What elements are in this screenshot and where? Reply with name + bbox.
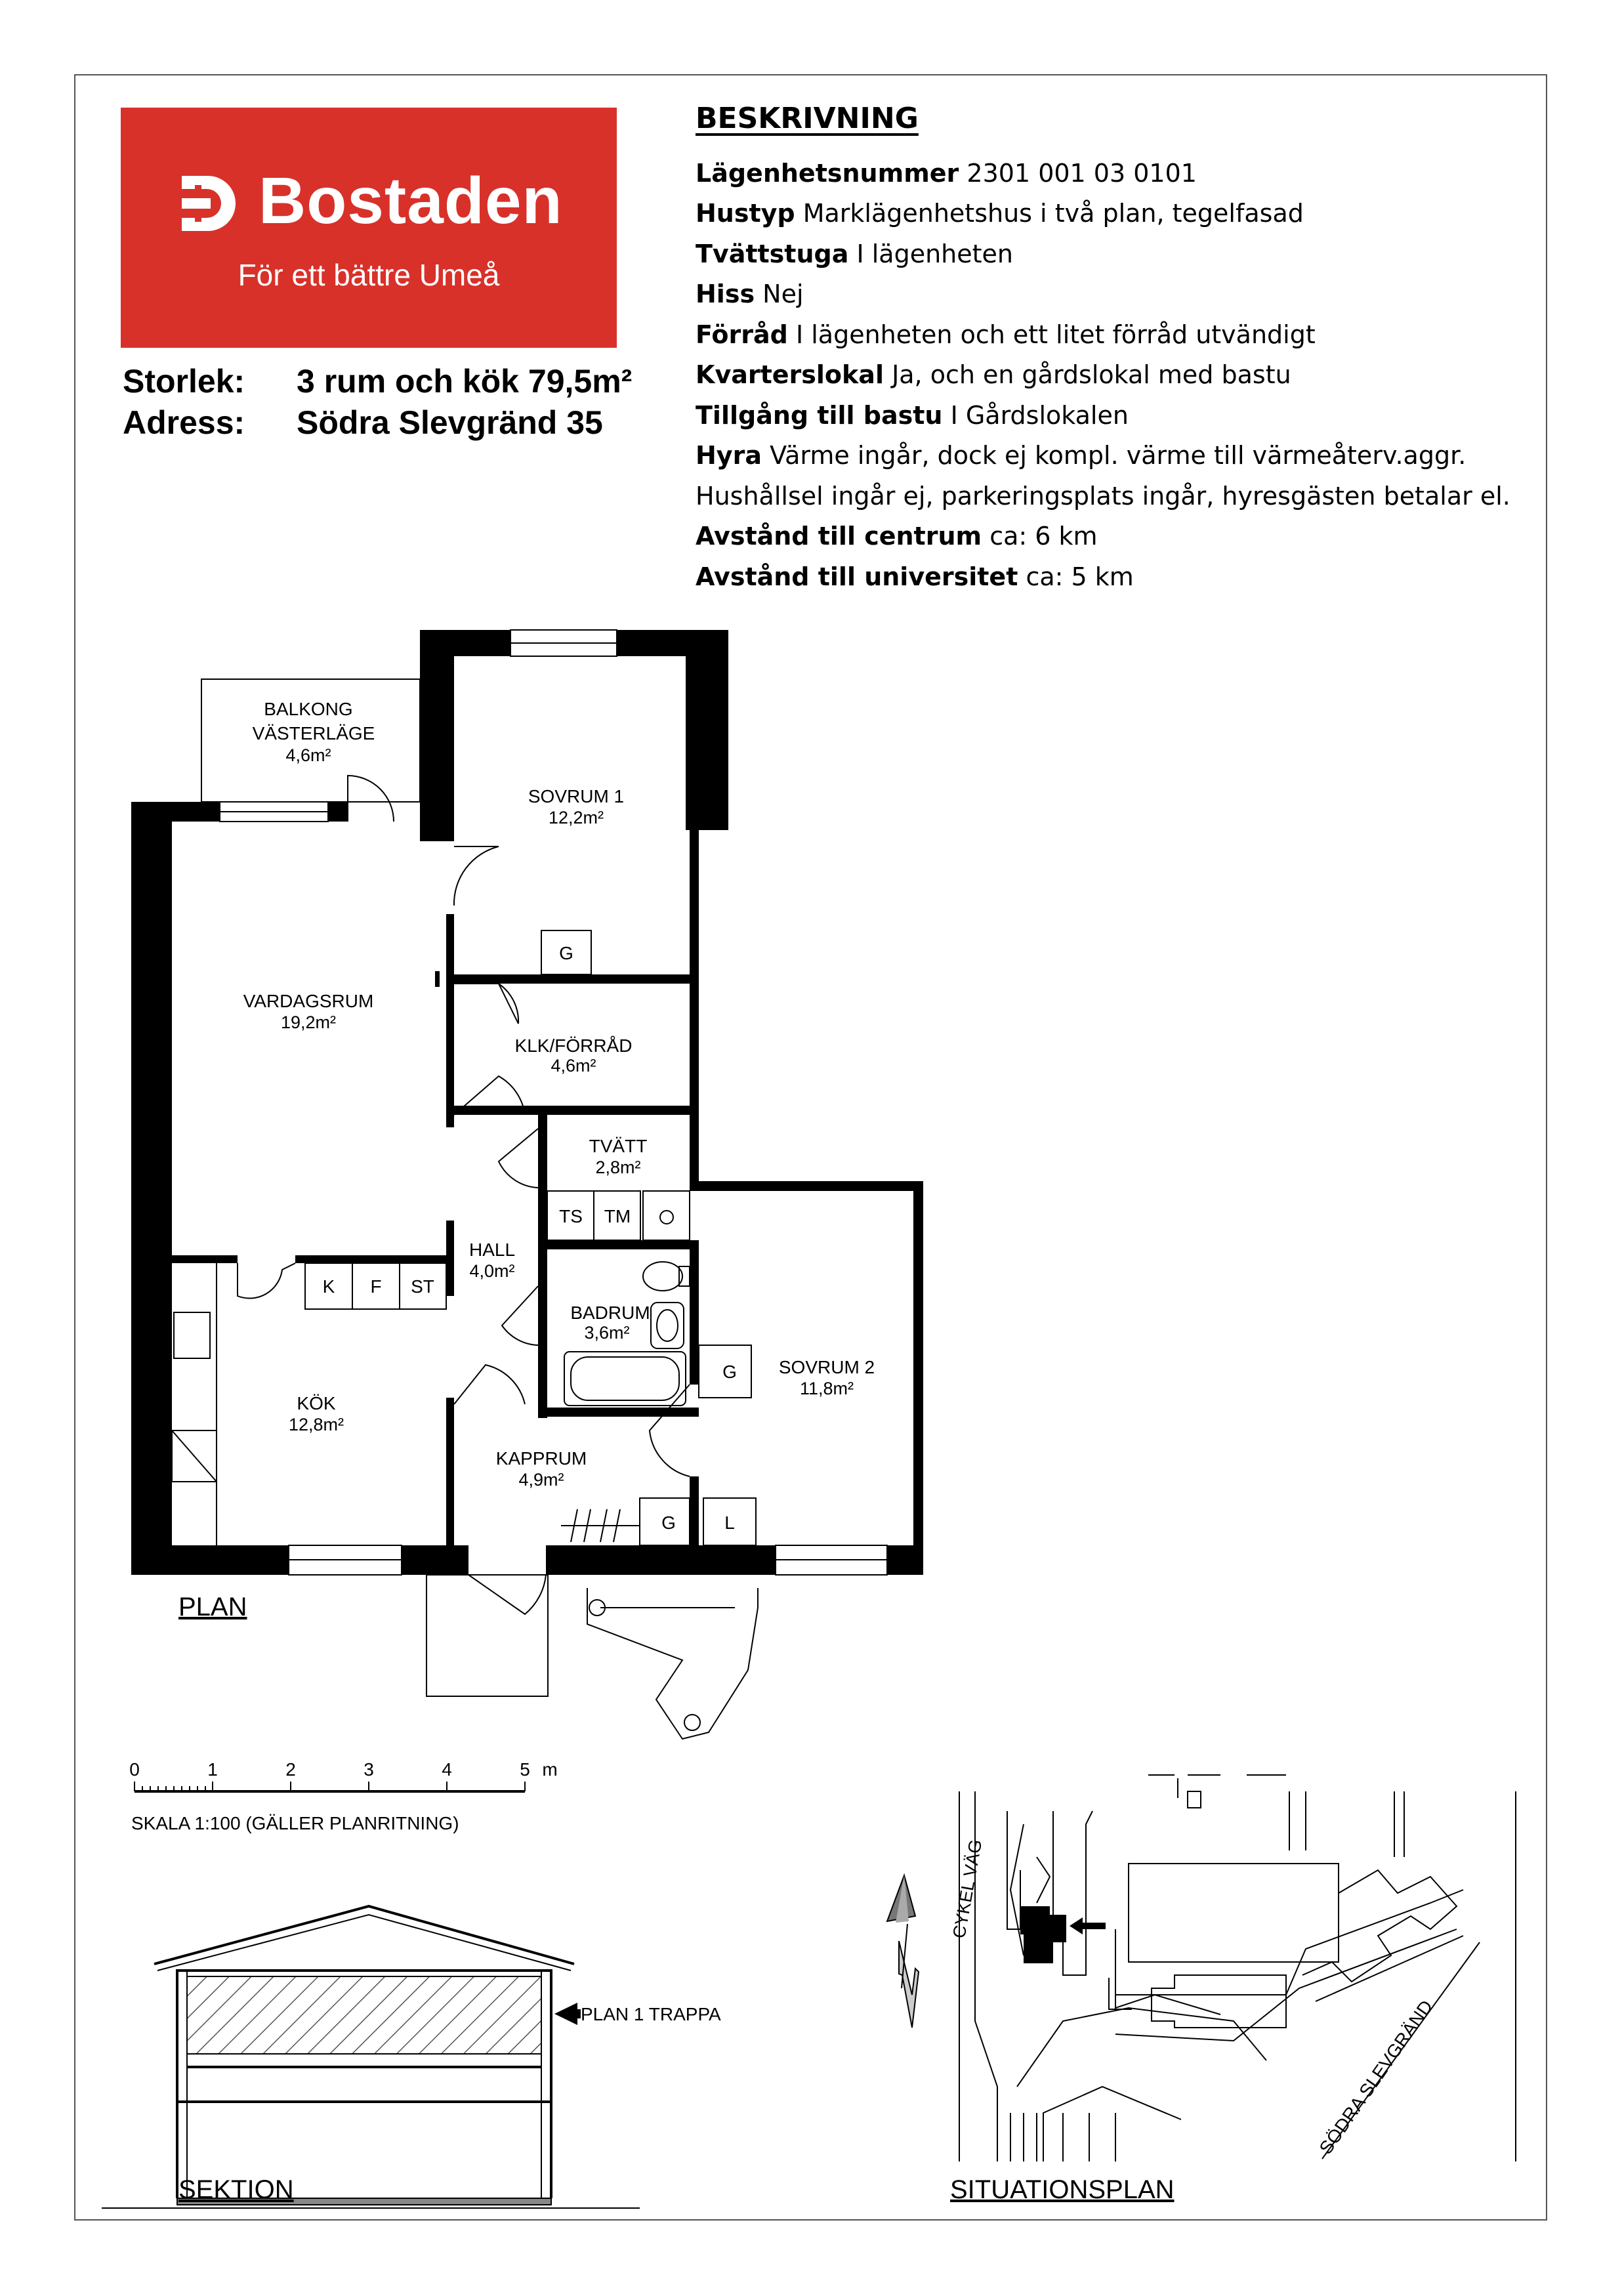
desc-value: Nej (762, 280, 804, 308)
sovrum2-area: 11,8m² (799, 1379, 854, 1398)
sovrum1-name: SOVRUM 1 (528, 786, 625, 806)
section-marker: PLAN 1 TRAPPA (581, 2004, 721, 2024)
vardagsrum-name: VARDAGSRUM (243, 991, 374, 1011)
plan-caption: PLAN (178, 1593, 247, 1621)
balkong-name: BALKONG (264, 699, 353, 719)
desc-label: Hyra (696, 441, 762, 470)
ts-label: TS (559, 1206, 583, 1226)
desc-value: I lägenheten (856, 239, 1013, 268)
closet-l-label: L (724, 1513, 735, 1533)
closet-g-label: G (559, 943, 573, 963)
desc-value: I lägenheten och ett litet förråd utvändigt (795, 320, 1316, 349)
f-label: F (370, 1276, 382, 1297)
balkong-area: 4,6m² (285, 745, 331, 765)
desc-value: I Gårdslokalen (950, 400, 1129, 430)
scale-tick: 0 (129, 1759, 140, 1780)
floor-plan (131, 630, 923, 1739)
sovrum2-name: SOVRUM 2 (778, 1357, 875, 1377)
klk-area: 4,6m² (551, 1056, 596, 1075)
scale-tick: 4 (442, 1759, 452, 1780)
section-drawing (102, 1906, 721, 2208)
desc-label: Hustyp (696, 199, 795, 228)
exterior-walls (131, 630, 923, 1575)
desc-label: Avstånd till centrum (696, 522, 982, 551)
desc-value: Marklägenhetshus i två plan, tegelfasad (802, 199, 1304, 228)
interior-walls (172, 720, 699, 1545)
situation-plan (887, 1775, 1516, 2204)
badrum-name: BADRUM (570, 1303, 650, 1323)
desc-value: 2301 001 03 0101 (967, 158, 1197, 188)
scale-tick: 2 (285, 1759, 296, 1780)
scale-unit: m (542, 1759, 558, 1780)
scale-tick: 5 (520, 1759, 530, 1780)
scale-text: SKALA 1:100 (GÄLLER PLANRITNING) (131, 1813, 459, 1833)
tvatt-name: TVÄTT (589, 1136, 648, 1156)
vardagsrum-area: 19,2m² (280, 1012, 337, 1032)
klk-name: KLK/FÖRRÅD (514, 1035, 633, 1056)
closet-g-label: G (722, 1362, 737, 1382)
desc-value: Ja, och en gårdslokal med bastu (892, 360, 1291, 389)
section-caption: SEKTION (178, 2175, 294, 2204)
description-heading: BESKRIVNING (696, 102, 919, 135)
desc-label: Avstånd till universitet (696, 562, 1018, 591)
scale-bar (129, 1759, 557, 1833)
north-arrow-icon (887, 1875, 919, 2028)
desc-label: Kvarterslokal (696, 360, 884, 389)
fixture-labels (323, 943, 737, 1533)
kapprum-area: 4,9m² (518, 1470, 564, 1490)
address-value: Södra Slevgränd 35 (297, 404, 603, 441)
badrum-area: 3,6m² (584, 1323, 630, 1343)
level-arrow-icon (554, 2003, 581, 2025)
situation-caption: SITUATIONSPLAN (950, 2175, 1175, 2204)
desc-label: Förråd (696, 320, 788, 349)
logo-tagline: För ett bättre Umeå (238, 258, 500, 292)
hall-name: HALL (468, 1240, 516, 1260)
desc-label: Tillgång till bastu (696, 400, 943, 430)
hall-area: 4,0m² (469, 1261, 515, 1281)
location-arrow-icon (1070, 1917, 1106, 1934)
desc-value: ca: 6 km (989, 522, 1098, 551)
desc-label: Hiss (696, 280, 755, 308)
size-label: Storlek: (123, 363, 245, 400)
address-label: Adress: (123, 404, 245, 441)
tvatt-area: 2,8m² (595, 1158, 641, 1177)
k-label: K (322, 1276, 335, 1297)
scale-tick: 1 (207, 1759, 218, 1780)
st-label: ST (411, 1276, 434, 1297)
desc-value: Värme ingår, dock ej kompl. värme till värmeåterv.aggr. (770, 441, 1466, 470)
kok-name: KÖK (297, 1393, 336, 1413)
building-marker (1020, 1906, 1066, 1963)
desc-value: Hushållsel ingår ej, parkeringsplats ingår, hyresgästen betalar el. (696, 481, 1510, 511)
sovrum1-area: 12,2m² (548, 808, 604, 827)
kok-area: 12,8m² (288, 1415, 344, 1434)
logo-name: Bostaden (259, 164, 563, 238)
street-label: SÖDRA SLEVGRÄND (1315, 1996, 1437, 2158)
closet-g-label: G (661, 1513, 676, 1533)
scale-tick: 3 (364, 1759, 374, 1780)
kapprum-name: KAPPRUM (495, 1448, 587, 1469)
desc-label: Lägenhetsnummer (696, 158, 959, 188)
size-value: 3 rum och kök 79,5m² (297, 363, 633, 400)
cykel-vag-label: CYKEL VÄG (949, 1838, 986, 1940)
balkong-sub: VÄSTERLÄGE (252, 723, 375, 743)
tm-label: TM (604, 1206, 631, 1226)
desc-label: Tvättstuga (696, 239, 849, 268)
door-swings (238, 776, 690, 1614)
desc-value: ca: 5 km (1026, 562, 1134, 591)
entrance-ramp (426, 1575, 758, 1739)
